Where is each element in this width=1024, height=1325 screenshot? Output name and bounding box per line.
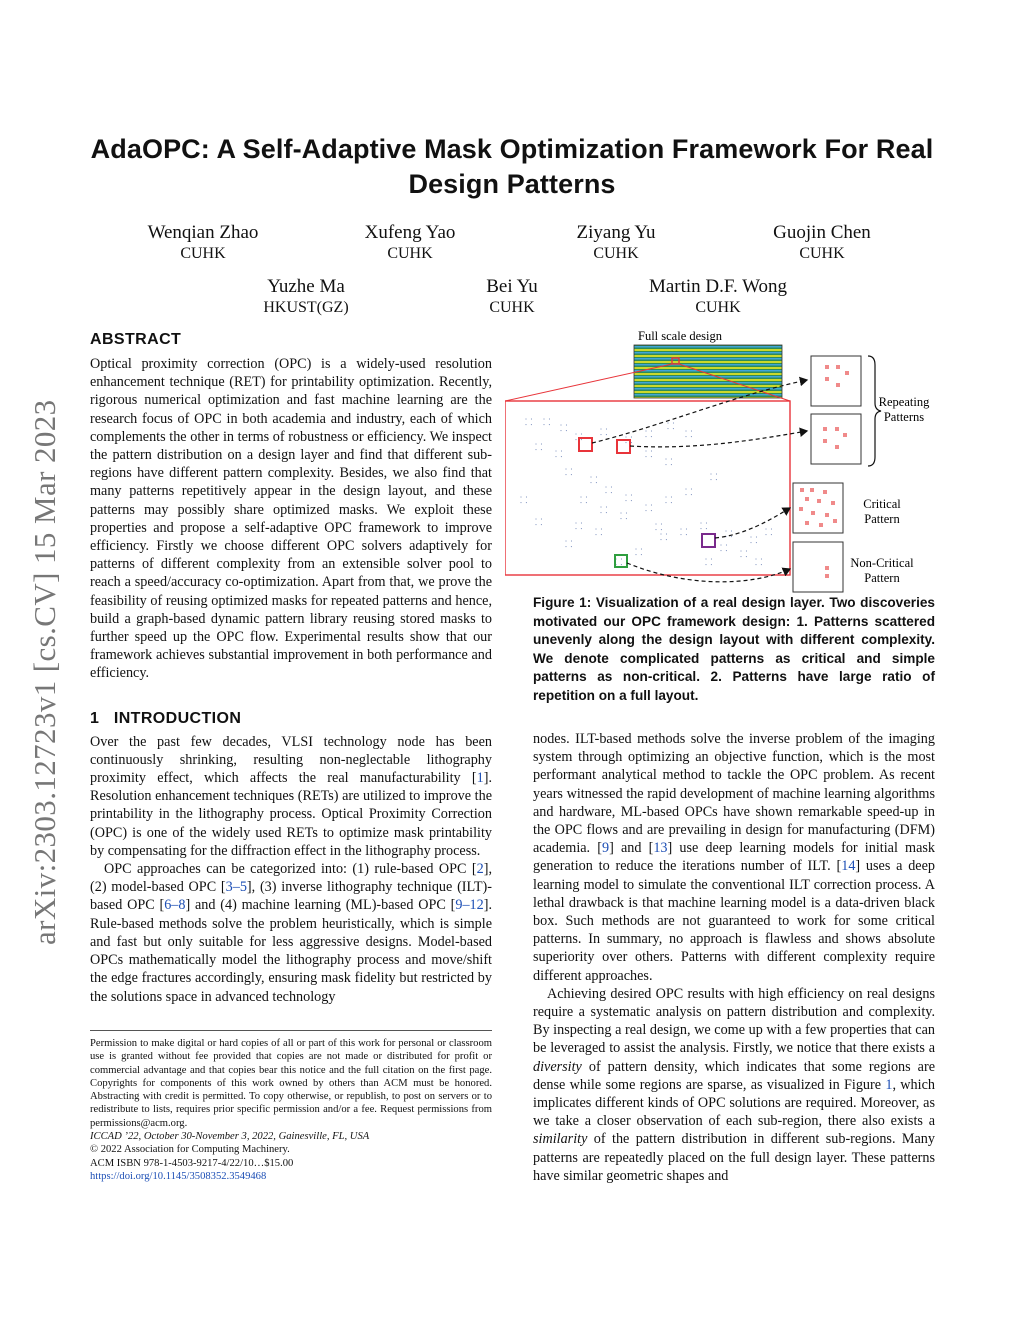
noncritical-label: Non-Critical — [850, 556, 914, 570]
svg-text:⸬: ⸬ — [595, 527, 603, 537]
svg-text:⸬: ⸬ — [755, 557, 763, 567]
figure-caption: Figure 1: Visualization of a real design layer. Two discoveries motivated our OPC framework design: 1. Patterns scattered unevenly along the design layout with different complexity. We denote complicated patterns as critical and simple patterns as non-critical. 2. Patterns have large ratio of repetition on a full layout. — [533, 595, 935, 703]
svg-text:⸬: ⸬ — [605, 485, 613, 495]
svg-text:⸬: ⸬ — [575, 432, 583, 442]
svg-text:⸬: ⸬ — [765, 527, 773, 537]
noncritical-label: Pattern — [864, 571, 900, 585]
svg-text:⸬: ⸬ — [520, 495, 528, 505]
author-name: Bei Yu — [486, 276, 538, 297]
author-affiliation: CUHK — [695, 299, 741, 316]
svg-text:⸬: ⸬ — [665, 495, 673, 505]
author-name: Yuzhe Ma — [267, 276, 345, 297]
svg-text:⸬: ⸬ — [720, 543, 728, 553]
repeating-label: Patterns — [883, 410, 925, 424]
venue-line: ICCAD ’22, October 30-November 3, 2022, Gainesville, FL, USA — [90, 1131, 370, 1143]
svg-text:⸬: ⸬ — [565, 467, 573, 477]
author-affiliation: CUHK — [593, 245, 639, 262]
author-affiliation: CUHK — [489, 299, 535, 316]
svg-text:⸬: ⸬ — [543, 417, 551, 427]
citation-link[interactable]: 2 — [476, 861, 484, 878]
svg-text:⸬: ⸬ — [725, 529, 733, 539]
author-name: Martin D.F. Wong — [648, 276, 788, 297]
author-affiliation: CUHK — [799, 245, 845, 262]
svg-text:⸬: ⸬ — [665, 457, 673, 467]
svg-text:⸬: ⸬ — [680, 527, 688, 537]
intro-paragraph-4: Achieving desired OPC results with high efficiency on real designs require a systematic analysis on pattern distribution and complexity. By inspecting a real design, we come up with a few properties that can be leveraged to assist the analysis. Firstly, we notice that there exists a diversity of pattern density, which indicates that some regions are dense while some regions are sparse, as visualized in Figure 1, which implicates different kinds of OPC solutions are required. Moreover, as we take a closer observation of each sub-region, there also exists a similarity of the pattern distribution in different sub-regions. Many patterns are repeatedly placed on the full design layer. These patterns have similar geometric shapes and — [533, 985, 935, 1184]
svg-text:⸬: ⸬ — [575, 521, 583, 531]
svg-text:⸬: ⸬ — [560, 423, 568, 433]
abstract-text: Optical proximity correction (OPC) is a widely-used resolution enhancement technique (RET) for printability optimization. Recently, rigorous numerical optimization and fast machine learning are the research focus of OPC in both academia and industry, each of which complements the other in terms of robustness or efficiency. We inspect the pattern distribution on a design layer and find that different sub-regions have different pattern complexity. Besides, we also find that many patterns repetitively appear in the design layout, and these patterns may possibly share optimized masks. We exploit these properties and propose a self-adaptive OPC framework to improve efficiency. Firstly we choose different OPC solvers adaptively for patterns of different complexity from an extensible solver pool to reach a speed/accuracy co-optimization. Apart from that, we prove the feasibility of reusing optimized masks for repeated patterns and hence, build a graph-based dynamic pattern library reusing stored masks to further speed up the OPC flow. Experimental results show that our framework achieves substantial improvement in both performance and efficiency. — [90, 356, 492, 682]
noncritical-pattern-box — [793, 542, 843, 592]
permission-notice: Permission to make digital or hard copies of all or part of this work for personal or classroom use is granted without fee provided that copies are not made or distributed for profit or commercial advantage and that copies bear this notice and the full citation on the first page. Copyrights for components of this work owned by others than ACM must be honored. Abstracting with credit is permitted. To copy otherwise, or republish, to post on servers or to redistribute to lists, requires prior specific permission and/or a fee. Request permissions from permissions@acm.org. — [90, 1038, 492, 1129]
svg-text:⸬: ⸬ — [535, 442, 543, 452]
critical-label: Critical — [863, 497, 901, 511]
svg-text:⸬: ⸬ — [535, 517, 543, 527]
author-affiliation: CUHK — [387, 245, 433, 262]
arxiv-identifier: arXiv:2303.12723v1 [cs.CV] 15 Mar 2023 — [27, 399, 62, 945]
citation-link[interactable]: 14 — [841, 858, 856, 875]
author-name: Wenqian Zhao — [147, 222, 259, 243]
svg-text:⸬: ⸬ — [750, 535, 758, 545]
svg-text:⸬: ⸬ — [625, 435, 633, 445]
figure-1 — [505, 325, 935, 593]
critical-label: Pattern — [864, 512, 900, 526]
author-affiliation: HKUST(GZ) — [263, 299, 349, 316]
citation-link[interactable]: 6–8 — [164, 897, 186, 914]
svg-text:⸬: ⸬ — [710, 472, 718, 482]
citation-link[interactable]: 3–5 — [225, 879, 247, 896]
author-block — [516, 222, 716, 264]
isbn-line: ACM ISBN 978-1-4503-9217-4/22/10…$15.00 — [90, 1157, 294, 1169]
svg-text:⸬: ⸬ — [635, 547, 643, 557]
full-scale-label: Full scale design — [638, 329, 723, 343]
intro-paragraph-1: Over the past few decades, VLSI technology node has been continuously shrinking, resulting non-neglectable lithography proximity effect, which affects the real manufacturability [1]. Resolution enhancement techniques (RETs) are utilized to improve the printability in the lithography process. Optical Proximity Correction (OPC) is one of the widely used RETs to optimize mask printability by compensating for the diffraction effect in the lithography process. — [90, 733, 492, 859]
doi-link[interactable]: https://doi.org/10.1145/3508352.3549468 — [90, 1170, 267, 1182]
svg-text:⸬: ⸬ — [645, 503, 653, 513]
repeating-pattern-box — [811, 356, 861, 406]
svg-text:⸬: ⸬ — [685, 487, 693, 497]
author-block — [722, 222, 922, 264]
svg-text:⸬: ⸬ — [625, 493, 633, 503]
citation-link[interactable]: 1 — [476, 770, 484, 787]
svg-text:⸬: ⸬ — [705, 557, 713, 567]
author-name: Guojin Chen — [773, 222, 871, 243]
author-name: Xufeng Yao — [364, 222, 456, 243]
svg-text:⸬: ⸬ — [655, 522, 663, 532]
citation-link[interactable]: 13 — [653, 840, 668, 857]
svg-text:⸬: ⸬ — [555, 449, 563, 459]
intro-paragraph-2: OPC approaches can be categorized into: (1) rule-based OPC [2], (2) model-based OPC [3–5], (3) inverse lithography technique (ILT)-based OPC [6–8] and (4) machine learning (ML)-based OPC [9–12]. Rule-based methods solve the problem heuristically, which is simple and fast but only suitable for less aggressive designs. Model-based OPCs mathematically model the lithography process and move/shift the edge fractures accordingly, ensuring mask fidelity but restricted by the solutions space in advanced technology — [90, 861, 492, 1005]
author-block — [618, 276, 818, 318]
section-title: INTRODUCTION — [113, 709, 242, 727]
svg-text:⸬: ⸬ — [565, 539, 573, 549]
svg-text:⸬: ⸬ — [645, 429, 653, 439]
svg-text:⸬: ⸬ — [667, 421, 675, 431]
svg-text:⸬: ⸬ — [645, 449, 653, 459]
section-heading — [90, 709, 492, 729]
svg-text:⸬: ⸬ — [620, 511, 628, 521]
citation-link[interactable]: 9 — [601, 840, 610, 857]
svg-text:⸬: ⸬ — [615, 557, 623, 567]
author-block — [412, 276, 612, 318]
copyright-line: © 2022 Association for Computing Machinery. — [90, 1144, 290, 1156]
svg-text:⸬: ⸬ — [590, 475, 598, 485]
intro-paragraph-3: nodes. ILT-based methods solve the inverse problem of the imaging system through optimizing an objective function, which is the most performant analytical method to tackle the OPC problem. As recent years witnessed the rapid development of machine learning algorithms and hardware, ML-based OPCs have shown remarkable speed-up in the OPC flows and are prevailing in design for manufacturing (DFM) academia. [9] and [13] use deep learning models for initial mask generation to reduce the iterations number of ILT. [14] uses a deep learning model to simulate the conventional ILT correction process. A lethal drawback is that machine learning model is a data-driven black box. Such methods are not guaranteed to work for some critical patterns. In summary, no approach is flawless and shows absolute superiority over others. Patterns with different complexity require different approaches. — [533, 731, 936, 984]
svg-text:⸬: ⸬ — [600, 505, 608, 515]
svg-text:⸬: ⸬ — [700, 521, 708, 531]
author-block — [310, 222, 510, 264]
citation-link[interactable]: 9–12 — [455, 897, 484, 914]
left-column — [90, 330, 492, 1006]
author-affiliation: CUHK — [180, 245, 226, 262]
svg-text:⸬: ⸬ — [600, 427, 608, 437]
svg-text:⸬: ⸬ — [580, 495, 588, 505]
author-block — [206, 276, 406, 318]
svg-text:⸬: ⸬ — [660, 532, 668, 542]
repeating-pattern-box — [811, 414, 861, 464]
paper-title: AdaOPC: A Self-Adaptive Mask Optimization Framework For Real Design Patterns — [90, 134, 934, 199]
svg-text:⸬: ⸬ — [525, 417, 533, 427]
full-scale-design — [634, 345, 782, 398]
svg-text:⸬: ⸬ — [685, 429, 693, 439]
abstract-heading: ABSTRACT — [90, 331, 182, 348]
citation-link[interactable]: 1 — [885, 1076, 893, 1093]
section-number: 1 — [90, 709, 100, 727]
author-name: Ziyang Yu — [576, 222, 656, 243]
svg-text:⸬: ⸬ — [740, 549, 748, 559]
right-column — [533, 730, 935, 1185]
brace — [868, 356, 881, 466]
repeating-label: Repeating — [878, 395, 930, 409]
footnote — [90, 1030, 492, 1183]
author-block — [103, 222, 303, 264]
